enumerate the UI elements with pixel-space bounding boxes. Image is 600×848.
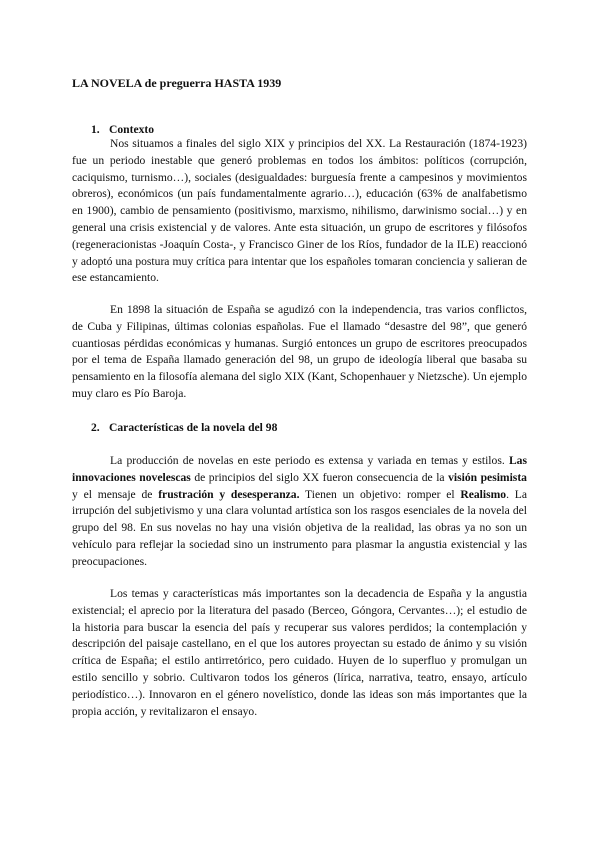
text-run: Nos situamos a finales del siglo XIX y principios del XX. La Restauración (1874-1923) fue un periodo inestable que generó problemas en todos los ámbitos: políticos (corrupción, caciquismo, turnismo…), sociales (desigualdades: burguesía frente a campesinos y movimientos obreros), económicos (un país fundamentalmente agrario…), educación (63% de analfabetismo en 1900), cambio de pensamiento (positivismo, marxismo, nihilismo, darwinismo social…) y en general una crisis existencial y de valores. Ante esta situación, un grupo de escritores y filósofos (regeneracionistas -Joaquín Costa-, y Francisco Giner de los Ríos, fundador de la ILE) reaccionó y adoptó una postura muy crítica para intentar que los españoles tomaran conciencia y salieran de ese estancamiento. <box>72 137 527 285</box>
bold-term: frustración y desesperanza. <box>158 487 300 501</box>
section-heading-contexto <box>91 123 154 136</box>
bold-term: visión pesimista <box>448 470 527 484</box>
text-run: En 1898 la situación de España se agudizó con la independencia, tras varios conflictos, de Cuba y Filipinas, últimas colonias españolas. Fue el llamado “desastre del 98”, que generó cuantiosas pérdidas económicas y humanas. Surgió entonces un grupo de escritores preocupados por el tema de España llamado generación del 98, un grupo de ideología liberal que basaba su pensamiento en la filosofía alemana del siglo XIX (Kant, Schopenhauer y Nietzsche). Un ejemplo muy claro es Pío Baroja. <box>72 303 527 400</box>
section-number: 2. <box>91 421 100 434</box>
bold-term: Las innovaciones novelescas <box>72 454 527 484</box>
document-title: LA NOVELA de preguerra HASTA 1939 <box>72 76 282 90</box>
paragraph-contexto-2 <box>72 302 527 403</box>
text-run: de principios del siglo XX fueron consecuencia de la <box>190 470 449 484</box>
bold-term: Realismo <box>460 487 507 501</box>
text-run: La producción de novelas en este periodo es extensa y variada en temas y estilos. <box>110 454 509 467</box>
text-run: y el mensaje de <box>72 487 159 501</box>
paragraph-caracteristicas-2 <box>72 586 527 720</box>
section-heading-text: Características de la novela del 98 <box>109 421 278 434</box>
text-run: . La irrupción del subjetivismo y una clara voluntad artística son los rasgos esenciales de la novela del grupo del 98. En sus novelas no hay una visión objetiva de la realidad, las obras ya no son un vehículo para reflejar la sociedad sino un instrumento para plasmar la angustia existencial y las preocupaciones. <box>72 487 527 568</box>
paragraph-caracteristicas-1 <box>72 453 527 571</box>
paragraph-contexto-1 <box>72 136 527 287</box>
section-heading-caracteristicas <box>91 421 277 434</box>
section-heading-text: Contexto <box>109 123 155 136</box>
section-number: 1. <box>91 123 100 136</box>
text-run: Tienen un objetivo: romper el <box>299 487 461 501</box>
text-run: Los temas y características más importantes son la decadencia de España y la angustia existencial; el aprecio por la literatura del pasado (Berceo, Góngora, Cervantes…); el estudio de la historia para buscar la esencia del país y recuperar sus valores perdidos; la contemplación y descripción del paisaje castellano, en el que los autores proyectan su estado de ánimo y su visión crítica de España; el estilo antirretórico, pero cuidado. Huyen de lo superfluo y promulgan un estilo sencillo y sobrio. Cultivaron todos los géneros (lírica, narrativa, teatro, ensayo, artículo periodístico…). Innovaron en el género novelístico, donde las ideas son más importantes que la propia acción, y revitalizaron el ensayo. <box>72 587 527 718</box>
